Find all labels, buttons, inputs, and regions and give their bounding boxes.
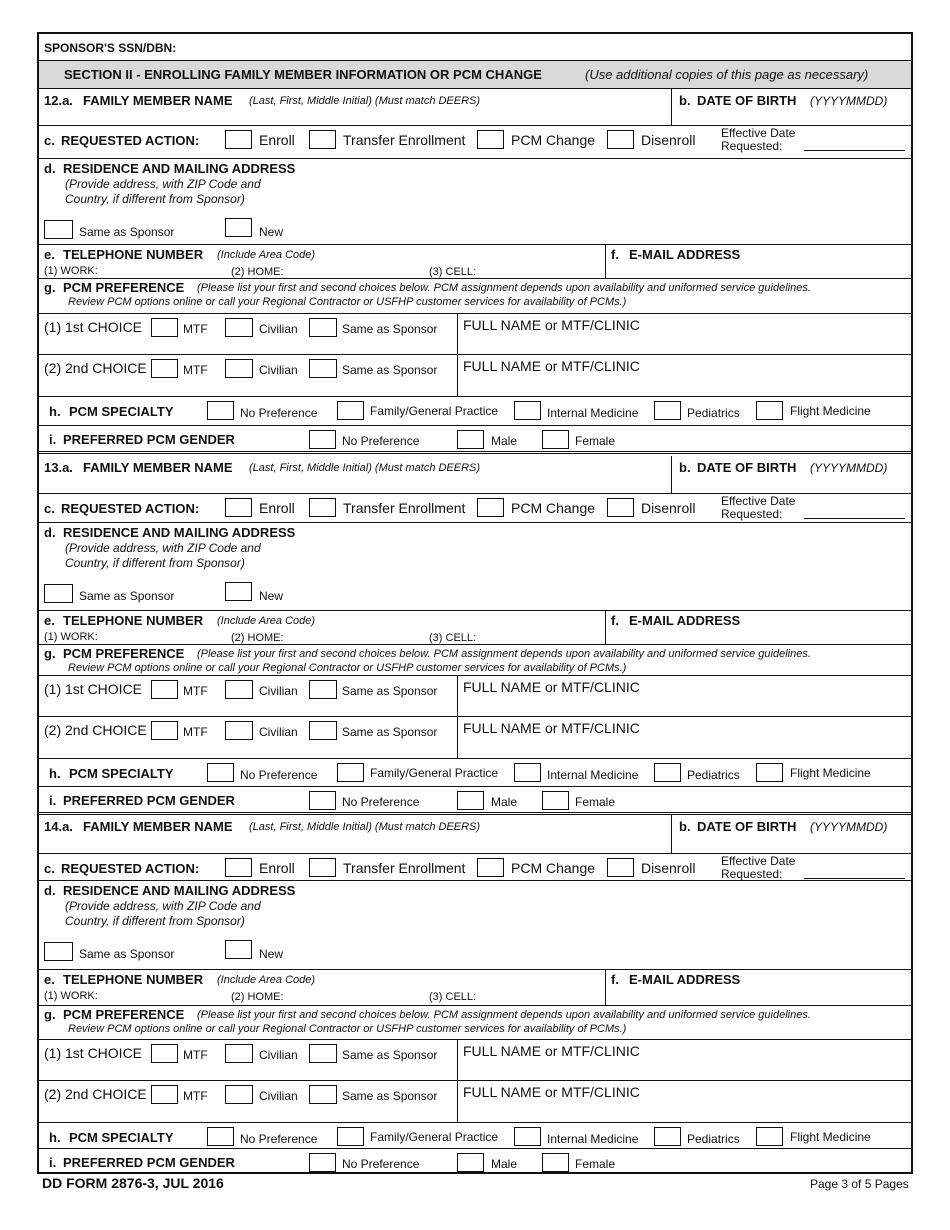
enroll-checkbox[interactable]	[225, 130, 252, 149]
dob-prefix: b.	[679, 460, 691, 475]
residence-new-checkbox[interactable]	[225, 940, 252, 959]
phone-prefix: e.	[44, 247, 55, 262]
gender-prefix: i.	[49, 432, 57, 447]
first-choice-civilian-label: Civilian	[259, 1048, 298, 1062]
first-choice-mtf-checkbox[interactable]	[151, 318, 178, 337]
enroll-label: Enroll	[259, 500, 295, 516]
specialty-internal-medicine-label: Internal Medicine	[547, 406, 639, 420]
first-choice-same-as-sponsor-checkbox[interactable]	[309, 1044, 337, 1063]
first-choice-label: (1) 1st CHOICE	[44, 1045, 143, 1061]
residence-new-label: New	[259, 947, 284, 961]
first-choice-civilian-label: Civilian	[259, 322, 298, 336]
second-choice-label: (2) 2nd CHOICE	[44, 722, 147, 738]
second-choice-full-name-label: FULL NAME or MTF/CLINIC	[463, 1084, 640, 1100]
gender-male-checkbox[interactable]	[457, 791, 484, 810]
specialty-label: PCM SPECIALTY	[69, 404, 174, 419]
phone-note: (Include Area Code)	[217, 974, 316, 986]
second-choice-mtf-label: MTF	[183, 363, 208, 377]
disenroll-label: Disenroll	[641, 132, 696, 148]
second-choice-row	[39, 717, 911, 759]
specialty-family-practice-checkbox[interactable]	[337, 1127, 364, 1146]
specialty-pediatrics-checkbox[interactable]	[654, 1127, 681, 1146]
residence-new-label: New	[259, 589, 284, 603]
first-choice-full-name-label: FULL NAME or MTF/CLINIC	[463, 679, 640, 695]
second-choice-mtf-checkbox[interactable]	[151, 1085, 178, 1104]
pcm-pref-label: PCM PREFERENCE	[63, 646, 185, 661]
first-choice-civilian-checkbox[interactable]	[225, 1044, 253, 1063]
pcm-pref-prefix: g.	[44, 1007, 56, 1022]
specialty-flight-medicine-checkbox[interactable]	[756, 763, 783, 782]
pcm-specialty-row	[39, 397, 911, 426]
requested-action-row	[39, 126, 911, 159]
specialty-no-preference-label: No Preference	[240, 406, 318, 420]
residence-new-checkbox[interactable]	[225, 582, 252, 601]
pcm-change-label: PCM Change	[511, 860, 596, 876]
second-choice-civilian-label: Civilian	[259, 363, 298, 377]
first-choice-mtf-label: MTF	[183, 1048, 208, 1062]
second-choice-civilian-checkbox[interactable]	[225, 359, 253, 378]
residence-same-as-sponsor-checkbox[interactable]	[44, 942, 73, 961]
first-choice-row	[39, 1039, 911, 1081]
second-choice-same-as-sponsor-label: Same as Sponsor	[342, 363, 438, 377]
phone-label: TELEPHONE NUMBER	[63, 972, 204, 987]
first-choice-mtf-label: MTF	[183, 684, 208, 698]
gender-label: PREFERRED PCM GENDER	[63, 432, 235, 447]
first-choice-full-name-label: FULL NAME or MTF/CLINIC	[463, 1043, 640, 1059]
home-phone-label: (2) HOME:	[231, 266, 284, 278]
dob-label: DATE OF BIRTH	[697, 819, 797, 834]
section-title: SECTION II - ENROLLING FAMILY MEMBER INFORMATION OR PCM CHANGE	[64, 67, 542, 82]
specialty-internal-medicine-checkbox[interactable]	[514, 401, 541, 420]
second-choice-civilian-checkbox[interactable]	[225, 1085, 253, 1104]
second-choice-same-as-sponsor-checkbox[interactable]	[309, 721, 337, 740]
specialty-internal-medicine-label: Internal Medicine	[547, 768, 639, 782]
phone-note: (Include Area Code)	[217, 615, 316, 627]
name-label: FAMILY MEMBER NAME	[83, 460, 233, 475]
residence-note-line1: (Provide address, with ZIP Code and	[65, 899, 261, 913]
gender-no-preference-checkbox[interactable]	[309, 1153, 336, 1172]
phone-label: TELEPHONE NUMBER	[63, 247, 204, 262]
second-choice-civilian-label: Civilian	[259, 1089, 298, 1103]
name-row	[39, 815, 911, 854]
residence-note-line2: Country, if different from Sponsor)	[65, 914, 245, 928]
specialty-internal-medicine-label: Internal Medicine	[547, 1132, 639, 1146]
effective-date-label: Effective Date	[721, 494, 796, 508]
enroll-label: Enroll	[259, 132, 295, 148]
transfer-enrollment-label: Transfer Enrollment	[343, 860, 466, 876]
specialty-label: PCM SPECIALTY	[69, 766, 174, 781]
section-header	[39, 61, 911, 89]
residence-note-line2: Country, if different from Sponsor)	[65, 192, 245, 206]
name-label: FAMILY MEMBER NAME	[83, 819, 233, 834]
second-choice-civilian-checkbox[interactable]	[225, 721, 253, 740]
residence-same-as-sponsor-label: Same as Sponsor	[79, 589, 175, 603]
gender-no-preference-label: No Preference	[342, 795, 420, 809]
telephone-row	[39, 970, 911, 1006]
second-choice-mtf-checkbox[interactable]	[151, 359, 178, 378]
disenroll-checkbox[interactable]	[607, 130, 634, 149]
gender-prefix: i.	[49, 1155, 57, 1170]
second-choice-same-as-sponsor-label: Same as Sponsor	[342, 725, 438, 739]
effective-date-label: Effective Date	[721, 126, 796, 140]
dob-prefix: b.	[679, 93, 691, 108]
telephone-row	[39, 245, 911, 279]
email-label: E-MAIL ADDRESS	[629, 247, 741, 262]
residence-same-as-sponsor-checkbox[interactable]	[44, 584, 73, 603]
enroll-checkbox[interactable]	[225, 498, 252, 517]
sponsor-ssn-label: SPONSOR'S SSN/DBN:	[44, 41, 177, 55]
email-label: E-MAIL ADDRESS	[629, 972, 741, 987]
residence-prefix: d.	[44, 525, 56, 540]
residence-same-as-sponsor-label: Same as Sponsor	[79, 225, 175, 239]
specialty-no-preference-label: No Preference	[240, 768, 318, 782]
transfer-enrollment-checkbox[interactable]	[309, 858, 336, 877]
second-choice-civilian-label: Civilian	[259, 725, 298, 739]
specialty-no-preference-checkbox[interactable]	[207, 1127, 234, 1146]
second-choice-label: (2) 2nd CHOICE	[44, 360, 147, 376]
specialty-internal-medicine-checkbox[interactable]	[514, 1127, 541, 1146]
residence-new-label: New	[259, 225, 284, 239]
residence-same-as-sponsor-checkbox[interactable]	[44, 220, 73, 239]
gender-male-label: Male	[491, 434, 518, 448]
requested-label: Requested:	[721, 867, 783, 881]
disenroll-checkbox[interactable]	[607, 498, 634, 517]
name-label: FAMILY MEMBER NAME	[83, 93, 233, 108]
cell-phone-label: (3) CELL:	[429, 632, 477, 644]
member-number: 14.a.	[44, 819, 73, 834]
gender-male-label: Male	[491, 795, 518, 809]
pcm-pref-note-line1: (Please list your first and second choices below. PCM assignment depends upon availability and uniformed service guidelines.	[197, 648, 811, 660]
pcm-pref-note-line2: Review PCM options online or call your Regional Contractor or USFHP customer services for availability of PCMs.)	[68, 1023, 627, 1035]
specialty-flight-medicine-label: Flight Medicine	[790, 404, 871, 418]
residence-label: RESIDENCE AND MAILING ADDRESS	[63, 161, 296, 176]
section-note: (Use additional copies of this page as necessary)	[585, 67, 869, 82]
second-choice-row	[39, 355, 911, 397]
pcm-pref-prefix: g.	[44, 280, 56, 295]
transfer-enrollment-label: Transfer Enrollment	[343, 500, 466, 516]
gender-female-label: Female	[575, 434, 616, 448]
form-id: DD FORM 2876-3, JUL 2016	[42, 1175, 224, 1191]
gender-female-checkbox[interactable]	[542, 1153, 569, 1172]
gender-male-checkbox[interactable]	[457, 430, 484, 449]
gender-male-checkbox[interactable]	[457, 1153, 484, 1172]
first-choice-mtf-checkbox[interactable]	[151, 680, 178, 699]
email-prefix: f.	[611, 972, 619, 987]
disenroll-label: Disenroll	[641, 500, 696, 516]
sponsor-ssn-row	[39, 34, 911, 61]
residence-label: RESIDENCE AND MAILING ADDRESS	[63, 525, 296, 540]
specialty-family-practice-checkbox[interactable]	[337, 401, 364, 420]
home-phone-label: (2) HOME:	[231, 991, 284, 1003]
enroll-checkbox[interactable]	[225, 858, 252, 877]
name-row	[39, 89, 911, 126]
cell-phone-label: (3) CELL:	[429, 991, 477, 1003]
pcm-pref-label: PCM PREFERENCE	[63, 1007, 185, 1022]
specialty-family-practice-label: Family/General Practice	[370, 766, 499, 780]
first-choice-mtf-label: MTF	[183, 322, 208, 336]
first-choice-civilian-checkbox[interactable]	[225, 318, 253, 337]
gender-female-label: Female	[575, 1157, 616, 1171]
pcm-change-checkbox[interactable]	[477, 858, 504, 877]
member-number: 12.a.	[44, 93, 73, 108]
pcm-pref-note-line1: (Please list your first and second choices below. PCM assignment depends upon availability and uniformed service guidelines.	[197, 282, 811, 294]
pcm-change-checkbox[interactable]	[477, 498, 504, 517]
transfer-enrollment-checkbox[interactable]	[309, 130, 336, 149]
residence-row	[39, 159, 911, 245]
gender-female-checkbox[interactable]	[542, 430, 569, 449]
gender-no-preference-checkbox[interactable]	[309, 430, 336, 449]
phone-prefix: e.	[44, 972, 55, 987]
specialty-flight-medicine-checkbox[interactable]	[756, 401, 783, 420]
specialty-no-preference-checkbox[interactable]	[207, 401, 234, 420]
pcm-preference-header	[39, 279, 911, 313]
pcm-gender-row	[39, 426, 911, 454]
gender-female-label: Female	[575, 795, 616, 809]
dob-prefix: b.	[679, 819, 691, 834]
name-note: (Last, First, Middle Initial) (Must match DEERS)	[249, 821, 481, 833]
residence-prefix: d.	[44, 161, 56, 176]
dob-note: (YYYYMMDD)	[810, 820, 888, 834]
first-choice-same-as-sponsor-label: Same as Sponsor	[342, 1048, 438, 1062]
specialty-flight-medicine-checkbox[interactable]	[756, 1127, 783, 1146]
specialty-flight-medicine-label: Flight Medicine	[790, 766, 871, 780]
dd-form-page	[37, 32, 913, 1174]
second-choice-same-as-sponsor-label: Same as Sponsor	[342, 1089, 438, 1103]
cell-phone-label: (3) CELL:	[429, 266, 477, 278]
pcm-pref-note-line2: Review PCM options online or call your Regional Contractor or USFHP customer services for availability of PCMs.)	[68, 296, 627, 308]
specialty-prefix: h.	[49, 1130, 61, 1145]
specialty-family-practice-checkbox[interactable]	[337, 763, 364, 782]
second-choice-full-name-label: FULL NAME or MTF/CLINIC	[463, 720, 640, 736]
specialty-internal-medicine-checkbox[interactable]	[514, 763, 541, 782]
second-choice-same-as-sponsor-checkbox[interactable]	[309, 1085, 337, 1104]
requested-action-row	[39, 854, 911, 881]
second-choice-mtf-checkbox[interactable]	[151, 721, 178, 740]
first-choice-label: (1) 1st CHOICE	[44, 319, 143, 335]
specialty-pediatrics-label: Pediatrics	[687, 406, 740, 420]
pcm-pref-prefix: g.	[44, 646, 56, 661]
pcm-change-label: PCM Change	[511, 500, 596, 516]
gender-female-checkbox[interactable]	[542, 791, 569, 810]
member-number: 13.a.	[44, 460, 73, 475]
residence-row	[39, 881, 911, 970]
second-choice-mtf-label: MTF	[183, 1089, 208, 1103]
specialty-pediatrics-label: Pediatrics	[687, 1132, 740, 1146]
dob-note: (YYYYMMDD)	[810, 461, 888, 475]
pcm-specialty-row	[39, 1123, 911, 1149]
transfer-enrollment-label: Transfer Enrollment	[343, 132, 466, 148]
pcm-preference-header	[39, 1006, 911, 1039]
second-choice-mtf-label: MTF	[183, 725, 208, 739]
pcm-change-checkbox[interactable]	[477, 130, 504, 149]
email-prefix: f.	[611, 613, 619, 628]
dob-label: DATE OF BIRTH	[697, 460, 797, 475]
requested-label: Requested:	[721, 139, 783, 153]
residence-same-as-sponsor-label: Same as Sponsor	[79, 947, 175, 961]
transfer-enrollment-checkbox[interactable]	[309, 498, 336, 517]
specialty-pediatrics-checkbox[interactable]	[654, 763, 681, 782]
first-choice-mtf-checkbox[interactable]	[151, 1044, 178, 1063]
second-choice-row	[39, 1081, 911, 1123]
specialty-pediatrics-checkbox[interactable]	[654, 401, 681, 420]
work-phone-label: (1) WORK:	[44, 265, 98, 277]
action-prefix: c.	[44, 133, 55, 148]
action-label: REQUESTED ACTION:	[61, 861, 200, 876]
pcm-pref-note-line2: Review PCM options online or call your Regional Contractor or USFHP customer services for availability of PCMs.)	[68, 662, 627, 674]
second-choice-label: (2) 2nd CHOICE	[44, 1086, 147, 1102]
name-note: (Last, First, Middle Initial) (Must match DEERS)	[249, 95, 481, 107]
specialty-family-practice-label: Family/General Practice	[370, 1130, 499, 1144]
telephone-row	[39, 611, 911, 645]
specialty-label: PCM SPECIALTY	[69, 1130, 174, 1145]
specialty-no-preference-label: No Preference	[240, 1132, 318, 1146]
residence-prefix: d.	[44, 883, 56, 898]
first-choice-same-as-sponsor-checkbox[interactable]	[309, 318, 337, 337]
action-label: REQUESTED ACTION:	[61, 133, 200, 148]
pcm-gender-row	[39, 1149, 911, 1177]
home-phone-label: (2) HOME:	[231, 632, 284, 644]
action-label: REQUESTED ACTION:	[61, 501, 200, 516]
name-row	[39, 456, 911, 494]
gender-no-preference-checkbox[interactable]	[309, 791, 336, 810]
specialty-no-preference-checkbox[interactable]	[207, 763, 234, 782]
disenroll-checkbox[interactable]	[607, 858, 634, 877]
name-note: (Last, First, Middle Initial) (Must match DEERS)	[249, 462, 481, 474]
pcm-specialty-row	[39, 759, 911, 787]
disenroll-label: Disenroll	[641, 860, 696, 876]
first-choice-civilian-checkbox[interactable]	[225, 680, 253, 699]
work-phone-label: (1) WORK:	[44, 990, 98, 1002]
gender-label: PREFERRED PCM GENDER	[63, 1155, 235, 1170]
requested-action-row	[39, 494, 911, 523]
gender-no-preference-label: No Preference	[342, 1157, 420, 1171]
gender-label: PREFERRED PCM GENDER	[63, 793, 235, 808]
dob-note: (YYYYMMDD)	[810, 94, 888, 108]
first-choice-row	[39, 675, 911, 717]
specialty-pediatrics-label: Pediatrics	[687, 768, 740, 782]
email-prefix: f.	[611, 247, 619, 262]
effective-date-label: Effective Date	[721, 854, 796, 868]
residence-row	[39, 523, 911, 611]
residence-note-line2: Country, if different from Sponsor)	[65, 556, 245, 570]
specialty-flight-medicine-label: Flight Medicine	[790, 1130, 871, 1144]
first-choice-label: (1) 1st CHOICE	[44, 681, 143, 697]
pcm-pref-note-line1: (Please list your first and second choices below. PCM assignment depends upon availability and uniformed service guidelines.	[197, 1009, 811, 1021]
first-choice-same-as-sponsor-label: Same as Sponsor	[342, 684, 438, 698]
residence-new-checkbox[interactable]	[225, 218, 252, 237]
first-choice-same-as-sponsor-checkbox[interactable]	[309, 680, 337, 699]
enroll-label: Enroll	[259, 860, 295, 876]
phone-prefix: e.	[44, 613, 55, 628]
residence-note-line1: (Provide address, with ZIP Code and	[65, 541, 261, 555]
action-prefix: c.	[44, 501, 55, 516]
second-choice-same-as-sponsor-checkbox[interactable]	[309, 359, 337, 378]
work-phone-label: (1) WORK:	[44, 631, 98, 643]
gender-prefix: i.	[49, 793, 57, 808]
first-choice-full-name-label: FULL NAME or MTF/CLINIC	[463, 317, 640, 333]
effective-date-field[interactable]	[804, 518, 905, 519]
second-choice-full-name-label: FULL NAME or MTF/CLINIC	[463, 358, 640, 374]
residence-label: RESIDENCE AND MAILING ADDRESS	[63, 883, 296, 898]
first-choice-same-as-sponsor-label: Same as Sponsor	[342, 322, 438, 336]
specialty-prefix: h.	[49, 404, 61, 419]
specialty-family-practice-label: Family/General Practice	[370, 404, 499, 418]
effective-date-field[interactable]	[804, 150, 905, 151]
email-label: E-MAIL ADDRESS	[629, 613, 741, 628]
first-choice-civilian-label: Civilian	[259, 684, 298, 698]
pcm-pref-label: PCM PREFERENCE	[63, 280, 185, 295]
pcm-gender-row	[39, 787, 911, 815]
requested-label: Requested:	[721, 507, 783, 521]
effective-date-field[interactable]	[804, 878, 905, 879]
page-number: Page 3 of 5 Pages	[810, 1177, 909, 1191]
dob-label: DATE OF BIRTH	[697, 93, 797, 108]
phone-note: (Include Area Code)	[217, 249, 316, 261]
pcm-preference-header	[39, 645, 911, 675]
gender-male-label: Male	[491, 1157, 518, 1171]
action-prefix: c.	[44, 861, 55, 876]
specialty-prefix: h.	[49, 766, 61, 781]
first-choice-row	[39, 313, 911, 355]
residence-note-line1: (Provide address, with ZIP Code and	[65, 177, 261, 191]
pcm-change-label: PCM Change	[511, 132, 596, 148]
gender-no-preference-label: No Preference	[342, 434, 420, 448]
phone-label: TELEPHONE NUMBER	[63, 613, 204, 628]
